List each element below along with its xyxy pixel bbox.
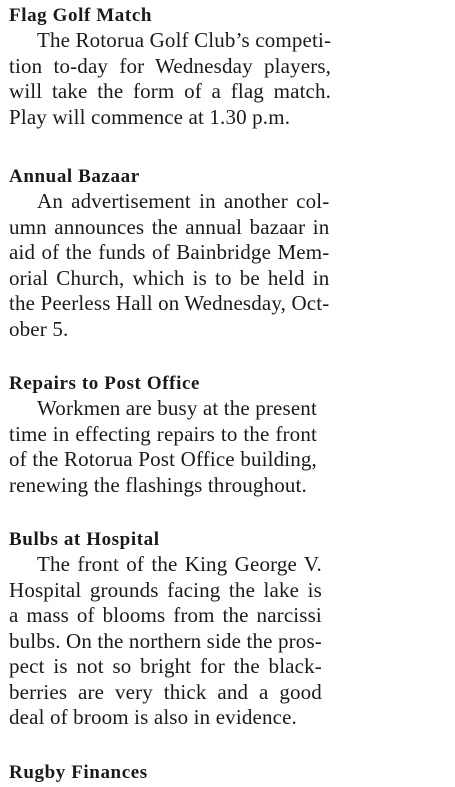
article-body xyxy=(9,396,317,498)
article-annual-bazaar xyxy=(9,165,329,342)
body-line: deal of broom is also in evidence. xyxy=(9,705,297,729)
article-headline: Annual Bazaar xyxy=(9,166,140,187)
body-line: aid of the funds of Bainbridge Mem- xyxy=(9,240,330,264)
article-body xyxy=(9,552,322,731)
article-headline: Bulbs at Hospital xyxy=(9,529,160,550)
article-repairs-to-post-office xyxy=(9,372,317,498)
body-line: pect is not so bright for the black- xyxy=(9,654,322,678)
article-rugby-finances xyxy=(9,761,148,785)
article-headline: Repairs to Post Office xyxy=(9,373,201,394)
body-line: time in effecting repairs to the front xyxy=(9,421,317,446)
article-body xyxy=(9,28,331,130)
body-line: berries are very thick and a good xyxy=(9,679,322,704)
body-line: of the Rotorua Post Office building, xyxy=(9,447,317,471)
body-line: orial Church, which is to be held in xyxy=(9,265,330,290)
body-line: The Rotorua Golf Club’s competi- xyxy=(37,28,332,52)
body-line: umn announces the annual bazaar in xyxy=(9,214,330,239)
body-line: Hospital grounds facing the lake is xyxy=(9,577,322,602)
article-bulbs-at-hospital xyxy=(9,528,322,731)
article-headline: Flag Golf Match xyxy=(9,5,153,26)
body-line: a mass of blooms from the narcissi xyxy=(9,603,322,627)
body-line: An advertisement in another col- xyxy=(37,189,330,213)
body-line: ober 5. xyxy=(9,316,69,341)
body-line: Play will commence at 1.30 p.m. xyxy=(9,104,291,129)
article-flag-golf-match xyxy=(9,4,331,130)
body-line: renewing the flashings throughout. xyxy=(9,472,307,497)
body-line: The front of the King George V. xyxy=(37,552,322,576)
body-line: Workmen are busy at the present xyxy=(37,396,317,420)
article-body xyxy=(9,189,329,342)
article-headline: Rugby Finances xyxy=(9,762,148,783)
body-line: will take the form of a flag match. xyxy=(9,79,332,103)
body-line: the Peerless Hall on Wednesday, Oct- xyxy=(9,291,330,315)
body-line: bulbs. On the northern side the pros- xyxy=(9,628,322,653)
body-line: tion to-day for Wednesday players, xyxy=(9,53,332,78)
